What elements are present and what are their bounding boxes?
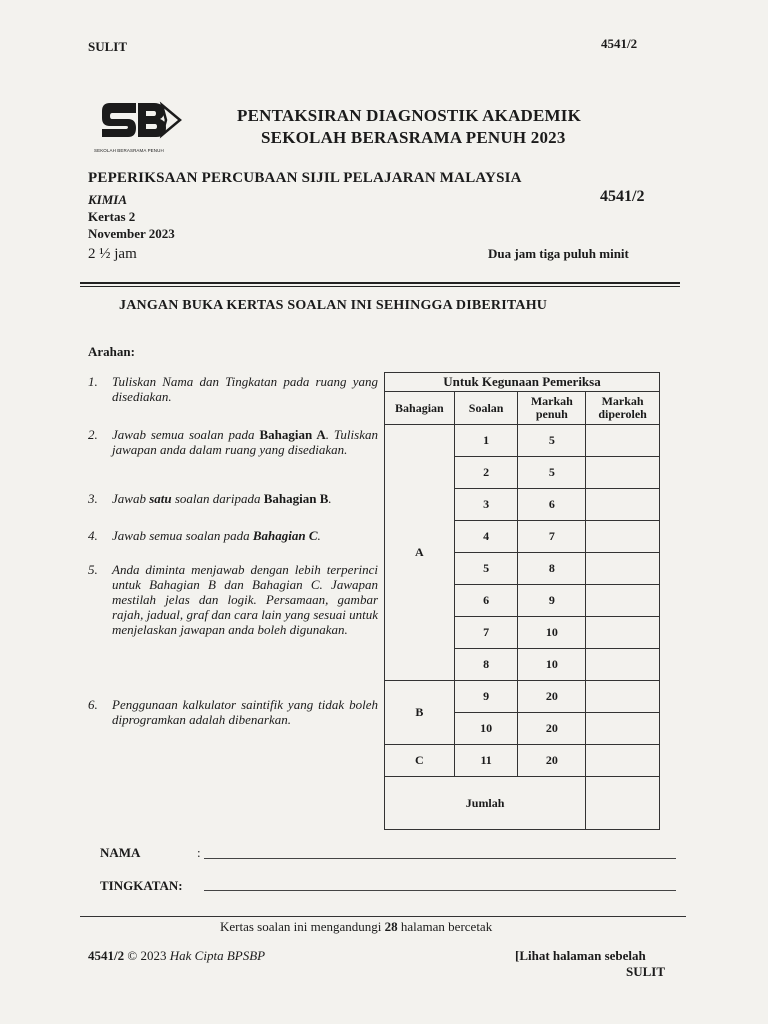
soalan-cell: 8 bbox=[454, 649, 518, 681]
instruction-item-1 bbox=[88, 374, 378, 404]
diperoleh-cell[interactable] bbox=[586, 585, 660, 617]
exam-paper: Kertas 2 bbox=[88, 209, 136, 224]
exam-duration: 2 ½ jam bbox=[88, 246, 137, 262]
soalan-cell: 10 bbox=[454, 713, 518, 745]
instruction-number: 4. bbox=[88, 528, 98, 543]
soalan-cell: 9 bbox=[454, 681, 518, 713]
section-b: B bbox=[385, 681, 455, 745]
divider bbox=[80, 282, 680, 284]
instruction-item-3 bbox=[88, 491, 378, 506]
markah-cell: 7 bbox=[518, 521, 586, 553]
diperoleh-cell[interactable] bbox=[586, 425, 660, 457]
header-markah-penuh: Markah penuh bbox=[518, 392, 586, 425]
next-page-note: [Lihat halaman sebelah bbox=[515, 948, 646, 963]
instruction-item-5 bbox=[88, 562, 378, 637]
header-markah-diperoleh: Markah diperoleh bbox=[586, 392, 660, 425]
exam-subject: KIMIA bbox=[88, 192, 128, 207]
nama-field[interactable] bbox=[204, 858, 676, 859]
diperoleh-cell[interactable] bbox=[586, 713, 660, 745]
instruction-number: 6. bbox=[88, 697, 98, 712]
soalan-cell: 7 bbox=[454, 617, 518, 649]
diperoleh-cell[interactable] bbox=[586, 649, 660, 681]
title-line-1: PENTAKSIRAN DIAGNOSTIK AKADEMIK bbox=[237, 106, 582, 125]
instruction-text: Penggunaan kalkulator saintifik yang tidak boleh diprogramkan adalah dibenarkan. bbox=[112, 697, 378, 727]
markah-cell: 8 bbox=[518, 553, 586, 585]
diperoleh-cell[interactable] bbox=[586, 617, 660, 649]
exam-name: PEPERIKSAAN PERCUBAAN SIJIL PELAJARAN MALAYSIA bbox=[88, 170, 522, 186]
total-cell[interactable] bbox=[586, 777, 660, 830]
table-row bbox=[385, 425, 660, 457]
exam-duration-words: Dua jam tiga puluh minit bbox=[488, 246, 629, 261]
diperoleh-cell[interactable] bbox=[586, 745, 660, 777]
instruction-number: 2. bbox=[88, 427, 98, 442]
section-a: A bbox=[385, 425, 455, 681]
soalan-cell: 1 bbox=[454, 425, 518, 457]
markah-cell: 10 bbox=[518, 617, 586, 649]
title-line-2: SEKOLAH BERASRAMA PENUH 2023 bbox=[261, 128, 566, 147]
exam-code: 4541/2 bbox=[600, 188, 645, 205]
soalan-cell: 3 bbox=[454, 489, 518, 521]
nama-colon: : bbox=[197, 845, 201, 860]
page-count-note: Kertas soalan ini mengandungi 28 halaman bercetak bbox=[220, 919, 493, 934]
divider bbox=[80, 286, 680, 287]
instruction-item-4 bbox=[88, 528, 378, 543]
markah-cell: 5 bbox=[518, 425, 586, 457]
copyright: 4541/2 © 2023 Hak Cipta BPSBP bbox=[88, 948, 266, 963]
instruction-item-6 bbox=[88, 697, 378, 727]
instruction-text: Jawab semua soalan pada Bahagian A. Tuliskan jawapan anda dalam ruang yang disediakan. bbox=[112, 427, 378, 457]
soalan-cell: 6 bbox=[454, 585, 518, 617]
instruction-number: 5. bbox=[88, 562, 98, 577]
soalan-cell: 2 bbox=[454, 457, 518, 489]
markah-cell: 20 bbox=[518, 681, 586, 713]
logo-caption: SEKOLAH BERASRAMA PENUH bbox=[94, 148, 164, 153]
table-row bbox=[385, 681, 660, 713]
total-label: Jumlah bbox=[385, 777, 586, 830]
header-bahagian: Bahagian bbox=[385, 392, 455, 425]
instruction-text: Jawab satu soalan daripada Bahagian B. bbox=[112, 491, 332, 506]
divider bbox=[80, 916, 686, 917]
markah-cell: 9 bbox=[518, 585, 586, 617]
markah-cell: 10 bbox=[518, 649, 586, 681]
exam-month: November 2023 bbox=[88, 226, 175, 241]
markah-cell: 20 bbox=[518, 713, 586, 745]
examiner-marks-table bbox=[384, 372, 660, 830]
instruction-number: 1. bbox=[88, 374, 98, 389]
header-soalan: Soalan bbox=[454, 392, 518, 425]
instruction-item-2 bbox=[88, 427, 378, 457]
diperoleh-cell[interactable] bbox=[586, 681, 660, 713]
header-code: 4541/2 bbox=[601, 36, 638, 51]
soalan-cell: 5 bbox=[454, 553, 518, 585]
markah-cell: 20 bbox=[518, 745, 586, 777]
warning-text: JANGAN BUKA KERTAS SOALAN INI SEHINGGA DIBERITAHU bbox=[119, 298, 548, 313]
instruction-number: 3. bbox=[88, 491, 98, 506]
total-row bbox=[385, 777, 660, 830]
table-row bbox=[385, 745, 660, 777]
section-c: C bbox=[385, 745, 455, 777]
tingkatan-field[interactable] bbox=[204, 890, 676, 891]
instruction-text: Anda diminta menjawab dengan lebih terperinci untuk Bahagian B dan Bahagian C. Jawapan mestilah jelas dan logik. Persamaan, gambar rajah, jadual, graf dan cara lain yang sesuai untuk menjelaskan jawapan anda boleh digunakan. bbox=[112, 562, 378, 637]
instructions-heading: Arahan: bbox=[88, 344, 135, 359]
diperoleh-cell[interactable] bbox=[586, 457, 660, 489]
diperoleh-cell[interactable] bbox=[586, 489, 660, 521]
instruction-text: Tuliskan Nama dan Tingkatan pada ruang yang disediakan. bbox=[112, 374, 378, 404]
table-caption: Untuk Kegunaan Pemeriksa bbox=[385, 373, 660, 392]
footer-sulit: SULIT bbox=[626, 964, 666, 979]
instruction-text: Jawab semua soalan pada Bahagian C. bbox=[112, 528, 321, 543]
header-sulit: SULIT bbox=[88, 39, 128, 54]
diperoleh-cell[interactable] bbox=[586, 521, 660, 553]
markah-cell: 6 bbox=[518, 489, 586, 521]
soalan-cell: 4 bbox=[454, 521, 518, 553]
soalan-cell: 11 bbox=[454, 745, 518, 777]
markah-cell: 5 bbox=[518, 457, 586, 489]
nama-label: NAMA bbox=[100, 845, 141, 860]
diperoleh-cell[interactable] bbox=[586, 553, 660, 585]
tingkatan-label: TINGKATAN: bbox=[100, 878, 183, 893]
